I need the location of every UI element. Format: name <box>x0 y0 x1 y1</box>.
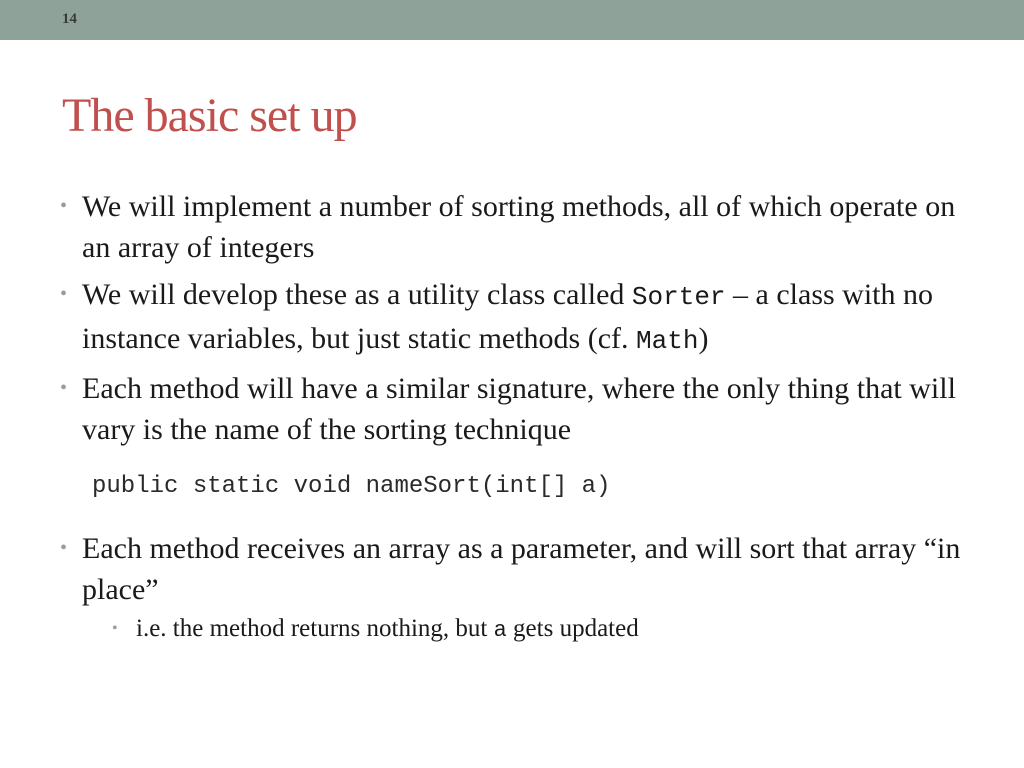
bullet-text: We will implement a number of sorting methods, all of which operate on an array of integers <box>82 190 956 264</box>
slide-number: 14 <box>62 11 77 27</box>
code-inline-math: Math <box>636 326 699 356</box>
sub-bullet-text: gets updated <box>506 615 639 642</box>
bullet-text: Each method will have a similar signature, where the only thing that will vary is the name of the sorting technique <box>82 372 956 446</box>
code-inline-sorter: Sorter <box>631 282 726 312</box>
top-bar <box>0 0 1024 40</box>
code-inline-a: a <box>493 618 507 643</box>
sub-bullet-item <box>106 612 978 648</box>
bullet-item <box>58 186 978 268</box>
bullet-item <box>58 274 978 362</box>
sub-bullet-text: i.e. the method returns nothing, but <box>136 615 494 642</box>
bullet-text: – a class with no instance variables, but just static methods (cf. <box>82 278 934 355</box>
slide-title: The basic set up <box>62 89 357 142</box>
bullet-item <box>58 368 978 450</box>
slide-content <box>58 186 978 654</box>
bullet-text: Each method receives an array as a parameter, and will sort that array “in place” <box>82 532 961 606</box>
code-signature: public static void nameSort(int[] a) <box>92 473 611 500</box>
bullet-item <box>58 528 978 648</box>
bullet-text: We will develop these as a utility class called <box>82 278 632 311</box>
bullet-text: ) <box>698 322 709 355</box>
